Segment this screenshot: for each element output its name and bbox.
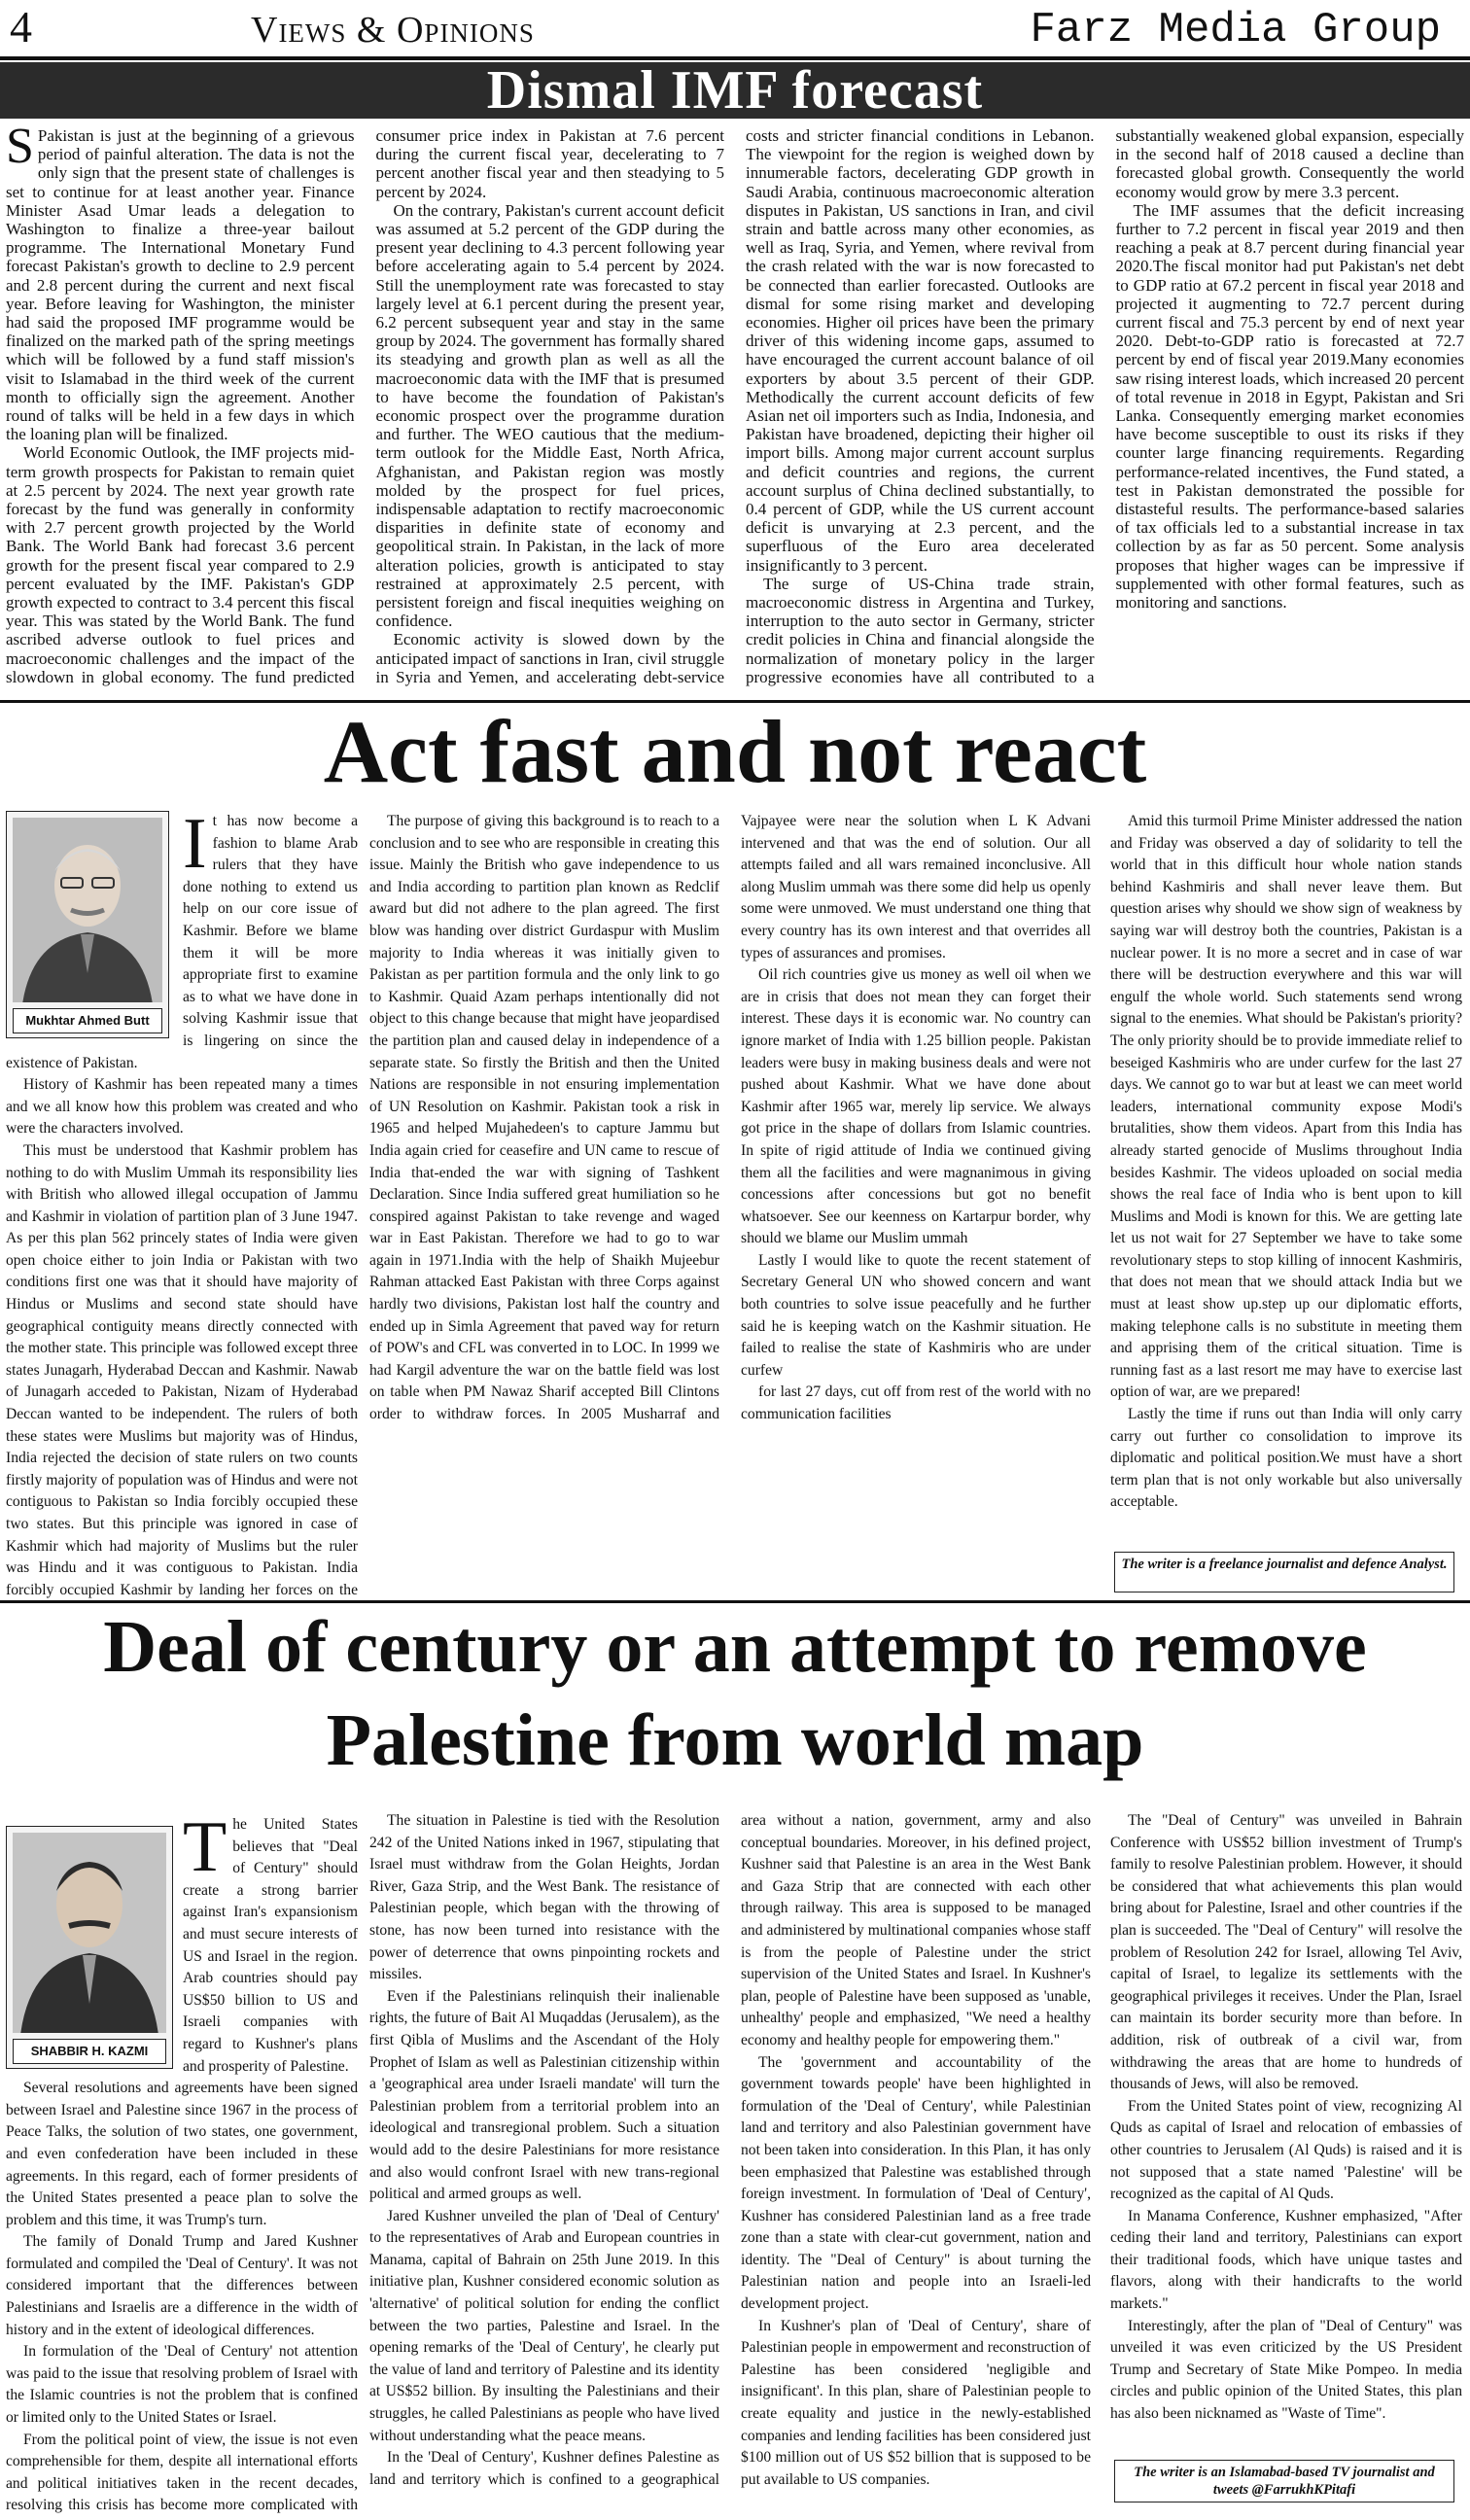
imf-paragraph: The surge of US-China trade strain, macroeconomic distress in Argentina and Turkey, interruption to the auto sector in Germany, stricter credit policies in China and financial alongside the normalization of monetary policy in the larger progressive economies have all contributed to a substantially weakened global expansion, especially in the second half of 2018 caused a decline than forecasted global growth. Consequently the world economy would grow by mere 3.3 percent.: [746, 126, 1464, 686]
kashmir-dropcap: I: [183, 811, 207, 884]
palestine-paragraph: In Kushner's plan of 'Deal of Century', share of Palestinian people in empowerment and reconstruction of Palestine has been considered 'negligible and insignificant'. In this plan, share of Palestinian people to create equality and justice in the newly-established companies and lending facilities has been considered just $100 million out of US $52 billion that is supposed to be put available to US companies.: [741, 2317, 1091, 2488]
palestine-headline: [0, 1600, 1470, 1787]
kashmir-paragraph: Lastly I would like to quote the recent statement of Secretary General UN who showed concern and want both countries to solve issue peacefully and he further said he is keeping watch on the Kashmir situation. He failed to realise the state of Kashmiris who are under curfew: [741, 1251, 1091, 1379]
palestine-paragraph: Several resolutions and agreements have been signed between Israel and Palestine since 1967 in the process of Peace Talks, the solution of two states, one government, and even confederation have been included in these agreements. In this regard, each of former presidents of the United States presented a peace plan to solve the problem and this time, it was Trump's turn.: [6, 2080, 358, 2228]
imf-paragraph: The IMF assumes that the deficit increasing further to 7.2 percent in fiscal year 2019 and then reaching a peak at 8.7 percent during financial year 2020.The fiscal monitor had put Pakistan's net debt to GDP ratio at 67.2 percent in fiscal year 2018 and projected it augmenting to 72.7 percent during current fiscal and 75.3 percent by end of next year 2020. Debt-to-GDP ratio is forecasted at 72.7 percent by end of fiscal year 2019.Many economies saw rising interest loads, which increased 20 percent of total revenue in 2018 in Egypt, Pakistan and Sri Lanka. Consequently emerging market economies have become susceptible to oust its risks if they counter large financing requirements. Regarding performance-related incentives, the Fund stated, a test in Pakistan demonstrated the possible for distasteful results. The performance-based salaries of tax officials led to a substantial increase in tax collection by as far as 50 percent. Some analysis proposes that higher wages can be impressive if supplemented with other formal features, such as monitoring and sanctions.: [1115, 200, 1464, 612]
palestine-column-4: [1110, 1810, 1462, 2450]
palestine-paragraph: The family of Donald Trump and Jared Kushner formulated and compiled the 'Deal of Century'. It was not considered important that the differences between Palestinians and Israelis are a difference in the width of history and in the extent of ideological differences.: [6, 2233, 358, 2338]
palestine-paragraph: The 'government and accountability of the government towards people' have been highlighted in formulation of the 'Deal of Century', while Palestinian land and territory and also Palestinian government have not been taken into consideration. In this Plan, it has only been emphasized that Palestine was established through foreign investment. In formulation of 'Deal of Century', Kushner has considered Palestinian land as a free trade zone than a state with clear-cut government, nation and identity. The "Deal of Century" is about turning the Palestinian nation and people into an Israeli-led development project.: [741, 2053, 1091, 2313]
palestine-paragraph: The United States believes that "Deal of Century" should create a strong barrier against Iran's expansionism and must secure interests of US and Israel in the region. Arab countries should pay US$50 billion to US and Israeli companies with regard to Kushner's plans and prosperity of Palestine.: [183, 1814, 358, 2075]
palestine-paragraph: Even if the Palestinians relinquish their inalienable rights, the future of Bait Al Muqaddas (Jerusalem), as the first Qibla of Muslims and the Ascendant of the Holy Prophet of Islam as well as Palestinian citizenship within a 'geographical area under Israeli mandate' will turn the Palestinian problem from a territorial problem into an ideological and transregional problem. Such a situation would add to the desire Palestinians for more resistance and also would confront Israel with new trans-regional political and armed groups as well.: [369, 1987, 719, 2203]
palestine-paragraph: The "Deal of Century" was unveiled in Bahrain Conference with US$52 billion investment of Trump's family to resolve Palestinian problem. However, it should be considered that what achievements this plan would bring about for Palestine, Israel and other countries if the plan is succeeded. The "Deal of Century" will resolve the problem of Resolution 242 for Israel, allowing Tel Aviv, capital of Israel, to legalize its settlements with the geographical privileges it receives. Under the Plan, Israel can maintain its border security more than before. In addition, risk of outbreak of a civil war, from withdrawing the areas that are home to hundreds of thousands of Jews, will also be removed.: [1110, 1812, 1462, 2093]
imf-paragraph: S Pakistan is just at the beginning of a grievous period of painful alteration. The data is not the only sign that the present state of challenges is set to continue for at least another year. Finance Minister Asad Umar leads a delegation to Washington to finalize a three-year bailout programme. The International Monetary Fund forecast Pakistan's growth to decline to 2.9 percent and 2.8 percent during the current and next fiscal year. Before leaving for Washington, the minister had said the proposed IMF programme would be finalized on the marked path of the spring meetings which will be followed by a fund staff mission's visit to Islamabad in the third week of the current month to officially sign the agreement. Another round of talks will be held in a few days in which the loaning plan will be finalized.: [6, 126, 355, 444]
kashmir-columns-2-3: [369, 811, 1091, 1598]
kashmir-paragraph: It has now become a fashion to blame Arab rulers that they have done nothing to extend us help on our core issue of Kashmir. Before we blame them it will be more appropriate first to examine as to what we have done in solving Kashmir issue that is lingering on since the existence of Pakistan.: [6, 811, 358, 1071]
author-photo-box: [6, 1826, 173, 2069]
palestine-paragraph: From the United States point of view, recognizing Al Quds as capital of Israel and relocation of embassies of other countries to Jerusalem (Al Quds) is raised and it is not supposed that a state named 'Palestine' will be recognized as the capital of Al Quds.: [1110, 2097, 1462, 2203]
kashmir-paragraph: Amid this turmoil Prime Minister addressed the nation and Friday was observed a day of solidarity to tell the world that in this difficult hour whole nation stands behind Kashmiris and shall never leave them. But question arises why should we show sign of weakness by saying war will destroy both the countries, Pakistan is a nuclear power. It is no more a secret and in case of war there will be destruction everywhere and this war will engulf the whole world. Such statements send wrong signal to the enemies. What should be Pakistan's priority? The only priority should be to provide immediate relief to beseiged Kashmiris who are under curfew for the last 27 days. We cannot go to war but at least we can meet world leaders, international community expose Modi's brutalities, show them videos. Apart from this India has already started genocide of Muslims throughout India besides Kashmir. The videos uploaded on social media shows the real face of India who is bent upon to kill Muslims and Modi is known for this. We are getting late let us not wait for 27 September we have to take some revolutionary steps to stop killing of innocent Kashmiris, that does not mean that we should attack India but we must at least show up.step up our diplomatic efforts, making telephone calls is no substitute in meeting them and apprising them of the critical situation. Time is running fast as a last resort me may have to exercise last option of war, are we prepared!: [1110, 813, 1462, 1401]
portrait-photo-icon: [13, 1833, 166, 2033]
kashmir-author-credit: The writer is a freelance journalist and defence Analyst.: [1114, 1552, 1454, 1592]
palestine-dropcap: T: [183, 1814, 228, 1887]
palestine-paragraph: From the political point of view, the issue is not even comprehensible for them, despite all international efforts and political initiatives taken in the recent decades, resolving this crisis has become more complicated with: [6, 2431, 358, 2514]
publication-name: Farz Media Group: [1030, 6, 1441, 54]
palestine-paragraph: In formulation of the 'Deal of Century' not attention was paid to the issue that resolving problem of Israel with the Islamic countries is not the problem that is confined or limited only to the United States or Israel.: [6, 2343, 358, 2427]
imf-article-body: [6, 126, 1464, 698]
kashmir-paragraph: Lastly the time if runs out than India will only carry carry out further co consolidation to improve its diplomatic and political position.We must have a short term plan that is not only workable but also universally acceptable.: [1110, 1406, 1462, 1511]
author-photo-box: [6, 811, 169, 1038]
imf-paragraph: Economic activity is slowed down by the anticipated impact of sanctions in Iran, civil struggle in Syria and Yemen, and accelerating debt-service costs and stricter financial conditions in Lebanon. The viewpoint for the region is weighed down by innumerable factors, decelerating GDP growth in Saudi Arabia, continuous macroeconomic alteration disputes in Pakistan, US sanctions in Iran, and civil strain and battle across many other economies, as well as Iraq, Syria, and Yemen, where revival from the crash related with the war is now forecasted to be connected than earlier forecasted. Outlooks are dismal for some rising market and developing economies. Higher oil prices have been the primary driver of this widening income gaps, assumed to have encouraged the current account balance of oil exporters by about 3.5 percent of their GDP. Methodically the current account deficits of few Asian net oil importers such as India, Indonesia, and Pakistan have broadened, depicting their higher oil import bills. Among major current account surplus and deficit countries and regions, the current account surplus of China declined substantially, to 0.4 percent of GDP, while the US current account deficit is unvarying at 2.3 percent, and the superfluous of the Euro area decelerated insignificantly to 3 percent.: [375, 126, 1095, 686]
portrait-photo-icon: [13, 818, 162, 1002]
palestine-headline-line-2: Palestine from world map: [326, 1699, 1144, 1781]
kashmir-paragraph: Oil rich countries give us money as well oil when we are in crisis that does not mean they can forget their interest. These days it is economic war. No country can ignore market of India with 1.25 billion people. Pakistan leaders were busy in making business deals and were not pushed about Kashmir. What we have done about Kashmir after 1965 war, merely lip service. We always got price in the shape of dollars from Islamic countries. In spite of rigid attitude of India we continued giving them all the facilities and were magnanimous in giving concessions after concessions but got no benefit whatsoever. See our keenness on Kartarpur border, why should we blame our Muslim ummah: [741, 966, 1091, 1247]
palestine-columns-2-3: [369, 1810, 1091, 2516]
palestine-paragraph: In Manama Conference, Kushner emphasized, "After ceding their land and territory, Palestinians can export their traditional foods, which have unique tastes and flavors, along with their handicrafts to the world markets.": [1110, 2207, 1462, 2313]
author-photo-frame: [6, 811, 173, 1044]
page-number: 4: [10, 2, 32, 52]
author-caption: SHABBIR H. KAZMI: [13, 2039, 166, 2064]
portrait-silhouette-icon: [13, 1833, 166, 2033]
imf-dropcap: S: [6, 126, 34, 174]
palestine-headline-line-1: Deal of century or an attempt to remove: [103, 1606, 1367, 1688]
imf-paragraph: World Economic Outlook, the IMF projects mid-term growth prospects for Pakistan to remain quiet at 2.5 percent by 2024. The next year growth rate forecast by the fund was generally in conformity with 2.7 percent growth projected by the World Bank. The World Bank had forecast 3.6 percent growth for the present fiscal year compared to 2.9 percent evaluated by the IMF. Pakistan's GDP growth expected to contract to 3.4 percent this fiscal year. This was stated by the World Bank. The fund ascribed adverse outlook to fuel prices and macroeconomic challenges and the impact of the slowdown in global economy. The fund predicted consumer price index in Pakistan at 7.6 percent during the current fiscal year, decelerating to 7 percent another fiscal year and then steadying to 5 percent by 2024.: [6, 126, 724, 686]
kashmir-paragraph: for last 27 days, cut off from rest of the world with no communication facilities: [741, 1383, 1091, 1423]
palestine-author-credit: The writer is an Islamabad-based TV journalist and tweets @FarrukhKPitafi: [1114, 2460, 1454, 2502]
palestine-paragraph: Interestingly, after the plan of "Deal of Century" was unveiled it was even criticized by the US President Trump and Secretary of State Mike Pompeo. In media circles and public opinion of the United States, this plan has also been nicknamed as "Waste of Time".: [1110, 2317, 1462, 2423]
palestine-paragraph: In the 'Deal of Century', Kushner defines Palestine as land and territory which is confined to a geographical area without a nation, government, army and also conceptual boundaries. Moreover, in his defined project, Kushner said that Palestine is an area in the West Bank and Gaza Strip that are connected with each other through railway. This area is supposed to be managed and administered by multinational companies whose staff is from the people of Palestine under the strict supervision of the United States and Israel. In Kushner's plan, people of Palestine have been supposed as 'unable, unhealthy' people and emphasized, "We need a healthy economy and healthy people for empowering them.": [369, 1812, 1091, 2488]
imf-paragraph: On the contrary, Pakistan's current account deficit was assumed at 5.2 percent of the GDP during the present year declining to 4.3 percent following year before accelerating again to 5.4 percent by 2024. Still the unemployment rate was forecasted to stay largely level at 6.1 percent during the present year, 6.2 percent subsequent year and stay in the same group by 2024. The government has formally shared its steadying and growth plan as well as all the macroeconomic data with the IMF that is presumed to have become the foundation of Pakistan's economic prospect over the programme duration and further. The WEO cautious that the medium-term outlook for the Middle East, North Africa, Afghanistan, and Pakistan region was mostly molded by the prospect for fuel prices, indispensable adaptation to rectify macroeconomic disparities in definite state of economy and geopolitical strain. In Pakistan, in the lack of more alteration policies, growth is anticipated to stay restrained at approximately 2.5 percent, with persistent foreign and fiscal inequities weighing on confidence.: [375, 200, 724, 631]
kashmir-headline: Act fast and not react: [323, 702, 1147, 801]
portrait-silhouette-icon: [13, 818, 162, 1002]
kashmir-column-4: [1110, 811, 1462, 1540]
author-photo-frame: [6, 1814, 177, 2073]
masthead: [0, 0, 1470, 60]
kashmir-paragraph: This must be understood that Kashmir problem has nothing to do with Muslim Ummah its responsibility lies with British who allowed illegal occupation of Jammu and Kashmir in violation of partition plan of 3 June 1947. As per this plan 562 princely states of India were given open choice either to join India or Pakistan with two conditions first one was that it should have majority of Hindus or Muslims and second state should have geographical contiguity means directly connected with the mother state. This principle was followed except three states Junagarh, Hyderabad Deccan and Kashmir. Nawab of Junagarh acceded to Pakistan, Nizam of Hyderabad Deccan wanted to be independent. The rulers of both these states were Muslims but majority was of Hindus, India rejected the decision of state rulers on two counts firstly majority of population was of Hindus and were not contiguous to Pakistan so India forcibly occupied these two states. But this principle was ignored in case of Kashmir which had majority of Muslims but the ruler was Hindu and it was contiguous to Pakistan. India forcibly occupied Kashmir by landing her forces on the: [6, 1141, 358, 1598]
section-title: Views & Opinions: [251, 10, 535, 51]
kashmir-paragraph: History of Kashmir has been repeated many a times and we all know how this problem was created and who were the characters involved.: [6, 1076, 358, 1138]
imf-headline: Dismal IMF forecast: [0, 62, 1470, 119]
kashmir-paragraph: The purpose of giving this background is to reach to a conclusion and to see who are responsible in creating this issue. Mainly the British who gave independence to us and India according to partition plan known as Redclif award but did not adhere to the plan agreed. The first blow was handing over district Gurdaspur with Muslim majority to India whereas it was initially given to Pakistan as per partition formula and the only link to go to Kashmir. Quaid Azam perhaps intentionally did not object to this change because that might have jeopardised the partition plan and caused delay in independence of a separate state. So firstly the British and then the United Nations are responsible in not ensuring implementation of UN Resolution on Kashmir. Pakistan took a risk in 1965 and helped Mujahedeen's to capture Jammu but India again cried for ceasefire and UN came to rescue of India that-ended the war with signing of Tashkent Declaration. Since India suffered great humiliation so he conspired against Pakistan to take revenge and waged war in East Pakistan. Therefore we had to go to war again in 1971.India with the help of Shaikh Mujeebur Rahman attacked East Pakistan with three Corps against hardly two divisions, Pakistan lost half the country and ended up in Simla Agreement that paved way for return of POW's and CFL was converted in to LOC. In 1999 we had Kargil adventure the war on the battle field was lost on table when PM Nawaz Sharif accepted Bill Clintons order to withdraw forces. In 2005 Musharraf and Vajpayee were near the solution when L K Advani intervened and that was the end of solution. Our all attempts failed and all wars remained inconclusive. All along Muslim ummah was there some did help us openly some were unmoved. We must understand one thing that every country has its own interest and that overrides all types of assurances and promises.: [369, 813, 1091, 1423]
palestine-paragraph: Jared Kushner unveiled the plan of 'Deal of Century' to the representatives of Arab and European countries in Manama, capital of Bahrain on 25th June 2019. In this initiative plan, Kushner considered economic solution as 'alternative' of political solution for ending the conflict between the two parties, Palestine and Israel. In the opening remarks of the 'Deal of Century', he clearly put the value of land and territory of Palestine and its identity at US$52 billion. By insulting the Palestinians and their struggles, he called Palestinians as people who have lived without understanding what the peace means.: [369, 2207, 719, 2444]
author-caption: Mukhtar Ahmed Butt: [13, 1008, 162, 1033]
kashmir-column-1: [6, 811, 358, 1598]
palestine-paragraph: The situation in Palestine is tied with the Resolution 242 of the United Nations inked in 1967, stipulating that Israel must withdraw from the Golan Heights, Jordan River, Gaza Strip, and the West Bank. The resistance of Palestinian people, which began with the throwing of stone, has now been turned into resistance with the power of deterrence that owns pinpointing rockets and missiles.: [369, 1812, 719, 1983]
palestine-column-1: [6, 1814, 358, 2516]
